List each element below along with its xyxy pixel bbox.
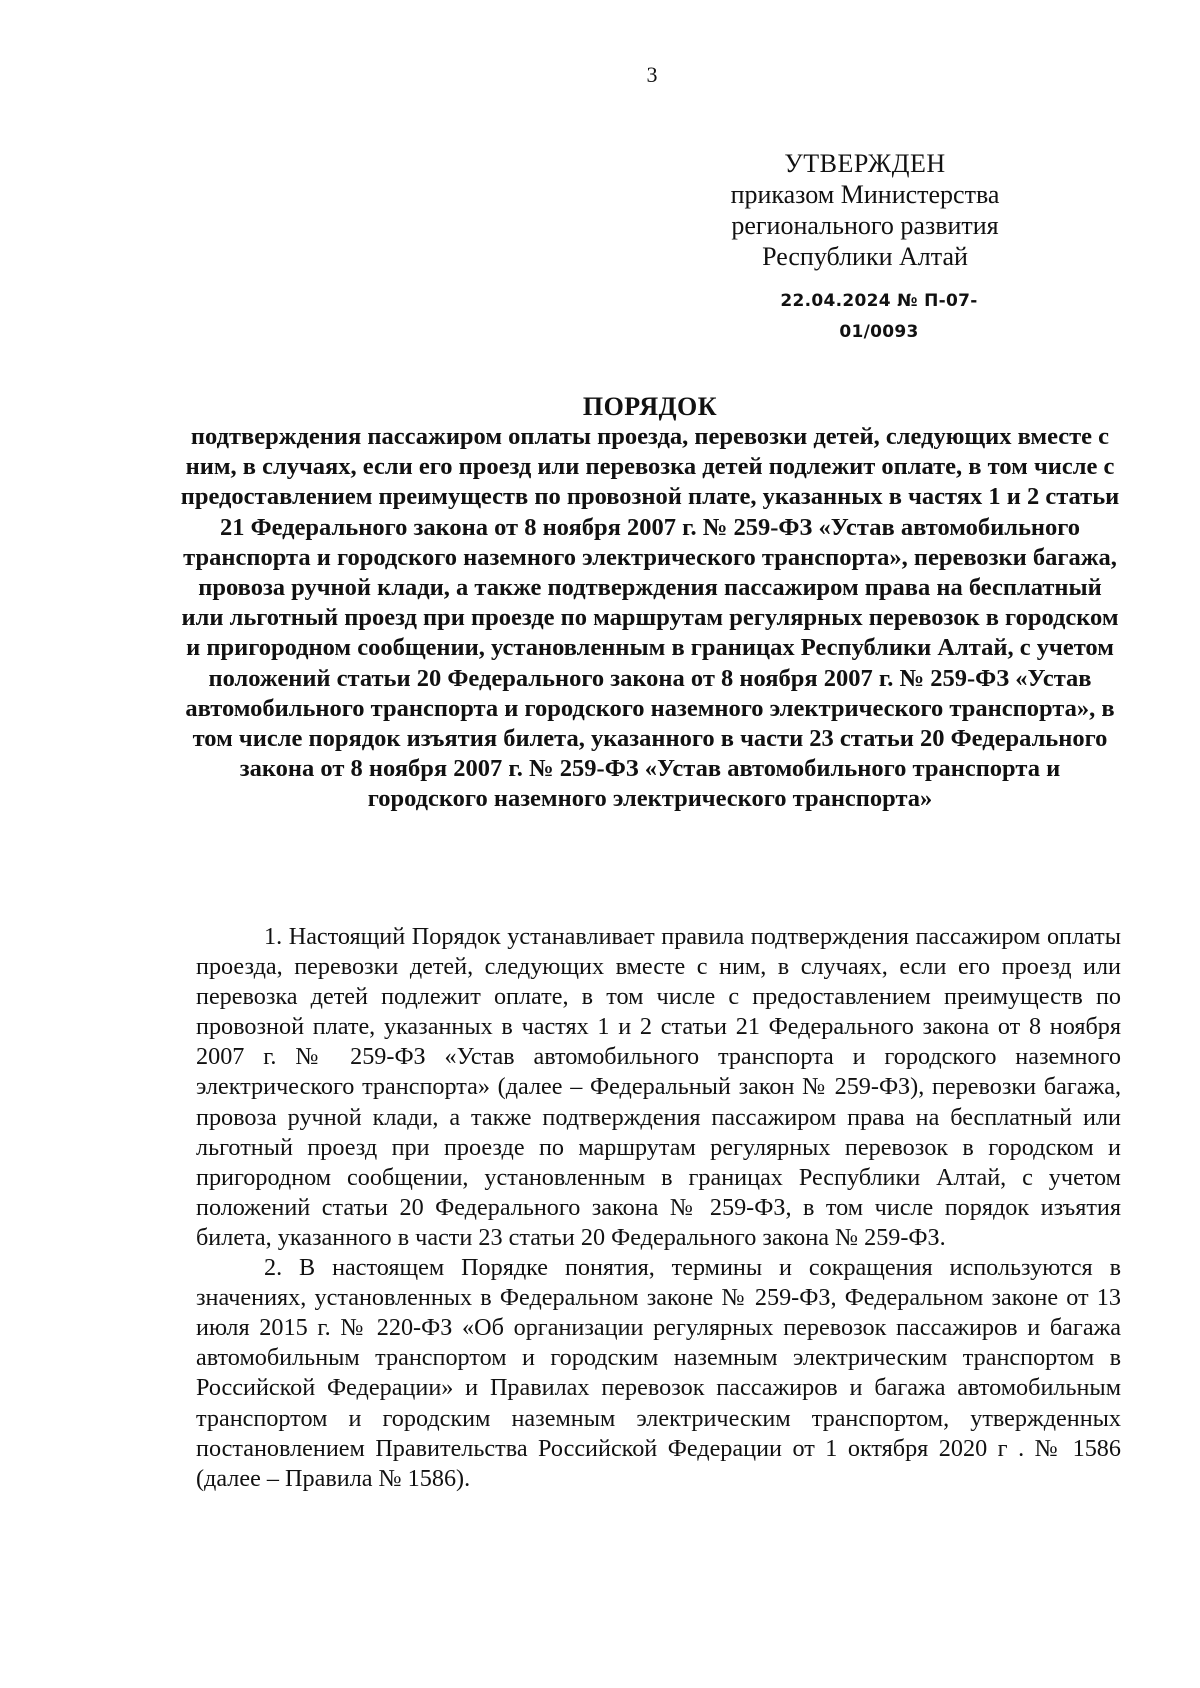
approval-line-republic: Республики Алтай <box>762 242 968 271</box>
paragraph-1: 1. Настоящий Порядок устанавливает правила подтверждения пассажиром оплаты проезда, перевозки детей, следующих вместе с ним, в случаях, если его проезд или перевозка детей подлежит оплате, в том числе с предоставлением преимуществ по провозной плате, указанных в частях 1 и 2 статьи 21 Федерального закона от 8 ноября 2007 г. № 259-ФЗ «Устав автомобильного транспорта и городского наземного электрического транспорта» (далее – Федеральный закон № 259-ФЗ), перевозки багажа, провоза ручной клади, а также подтверждения пассажиром права на бесплатный или льготный проезд при проезде по маршрутам регулярных перевозок в городском и пригородном сообщении, установленным в границах Республики Алтай, с учетом положений статьи 20 Федерального закона № 259-ФЗ, в том числе порядок изъятия билета, указанного в части 23 статьи 20 Федерального закона № 259-ФЗ. <box>196 923 1121 1251</box>
page-number: 3 <box>646 62 658 87</box>
document-body <box>196 922 1121 1494</box>
approval-stamp-block <box>715 148 1015 348</box>
paragraph-2: 2. В настоящем Порядке понятия, термины и сокращения используются в значениях, установленных в Федеральном законе № 259-ФЗ, Федеральном законе от 13 июля 2015 г. № 220-ФЗ «Об организации регулярных перевозок пассажиров и багажа автомобильным транспортом и городским наземным электрическим транспортом в Российской Федерации» и Правилах перевозок пассажиров и багажа автомобильным транспортом и городским наземным электрическим транспортом, утвержденных постановлением Правительства Российской Федерации от 1 октября 2020 г . № 1586 (далее – Правила № 1586). <box>196 1254 1121 1492</box>
document-title-block <box>180 390 1120 815</box>
document-subtitle: подтверждения пассажиром оплаты проезда, перевозки детей, следующих вместе с ним, в случаях, если его проезд или перевозка детей подлежит оплате, в том числе с предоставлением преимуществ по провозной плате, указанных в частях 1 и 2 статьи 21 Федерального закона от 8 ноября 2007 г. № 259-ФЗ «Устав автомобильного транспорта и городского наземного электрического транспорта», перевозки багажа, провоза ручной клади, а также подтверждения пассажиром права на бесплатный или льготный проезд при проезде по маршрутам регулярных перевозок в городском и пригородном сообщении, установленным в границах Республики Алтай, с учетом положений статьи 20 Федерального закона от 8 ноября 2007 г. № 259-ФЗ «Устав автомобильного транспорта и городского наземного электрического транспорта», в том числе порядок изъятия билета, указанного в части 23 статьи 20 Федерального закона от 8 ноября 2007 г. № 259-ФЗ «Устав автомобильного транспорта и городского наземного электрического транспорта» <box>180 423 1120 813</box>
approval-line-development: регионального развития <box>731 211 999 240</box>
approval-heading: УТВЕРЖДЕН <box>784 149 946 178</box>
order-number: 22.04.2024 № П-07-01/0093 <box>780 291 978 342</box>
approval-line-ministry: приказом Министерства <box>730 180 1000 209</box>
document-title: ПОРЯДОК <box>582 392 718 421</box>
